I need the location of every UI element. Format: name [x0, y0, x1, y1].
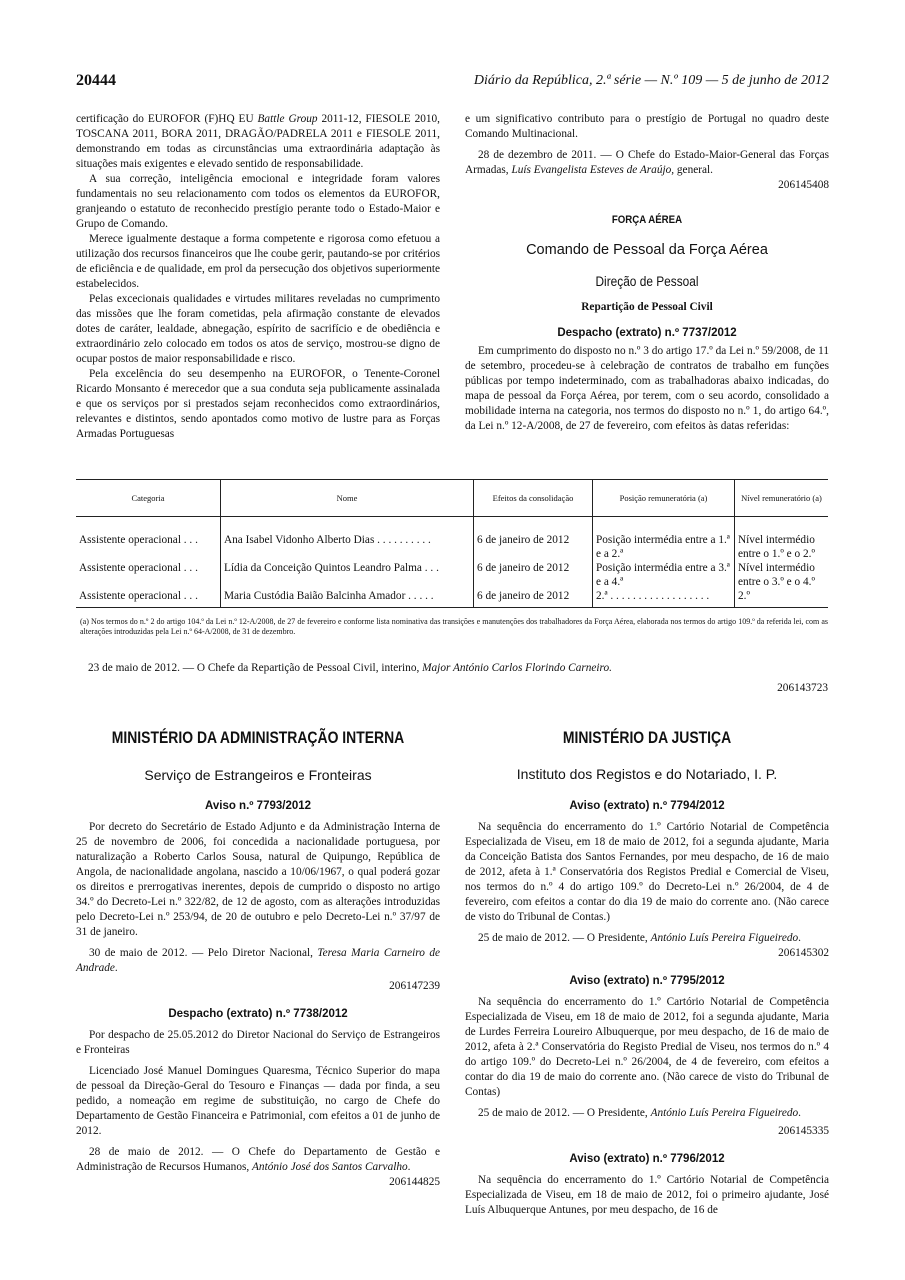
signature-line: 28 de dezembro de 2011. — O Chefe do Estado-Maior-General das Forças Armadas, Luís Evangelista Esteves de Araújo, general. [465, 149, 829, 176]
paragraph: Por despacho de 25.05.2012 do Diretor Nacional do Serviço de Estrangeiros e Fronteiras [76, 1029, 440, 1056]
paragraph: Licenciado José Manuel Domingues Quaresma, Técnico Superior do mapa de pessoal da Direção-Geral do Tesouro e Finanças — dada por finda, a seu pedido, a nomeação em regime de substituição, no cargo de Chefe do Departamento de Gestão Financeira e Patrimonial, com efeitos a 01 de junho de 2012. [76, 1065, 440, 1137]
reference-number: 206143723 [777, 682, 828, 694]
table-row [76, 517, 828, 562]
cell-posicao: 2.ª . . . . . . . . . . . . . . . . . . [593, 589, 735, 608]
table-row [76, 589, 828, 608]
aviso-title: Aviso (extrato) n.º 7796/2012 [569, 1153, 725, 1165]
bottom-left-column [76, 799, 440, 1190]
ministry-heading-mj: MINISTÉRIO DA JUSTIÇA [562, 728, 732, 747]
column-header: Nível remuneratório (a) [735, 480, 829, 517]
column-header: Categoria [76, 480, 221, 517]
page-number: 20444 [76, 72, 116, 89]
paragraph: Pela excelência do seu desempenho na EUROFOR, o Tenente-Coronel Ricardo Monsanto é merecedor que a sua conduta seja publicamente assinalada e que os serviços por si prestados sejam reconhecidos como extraordinários, relevantes e distintos, sendo apontados como motivo de lustre para as Forças Armadas Portuguesas [76, 368, 440, 440]
paragraph: Pelas excecionais qualidades e virtudes militares reveladas no cumprimento das missões que lhe foram cometidas, pela afirmação constante de elevados dotes de caráter, lealdade, abnegação, espírito de sacrifício e de obediência e extraordinário zelo colocado em todos os atos de serviço, mostrou-se digno de ocupar postos de maior responsabilidade e risco. [76, 293, 440, 365]
cell-efeitos: 6 de janeiro de 2012 [474, 561, 593, 589]
cell-posicao: Posição intermédia entre a 3.ª e a 4.ª [593, 561, 735, 589]
cell-nivel: Nível intermédio entre o 3.º e o 4.º [735, 561, 829, 589]
reference-number: 206147239 [389, 980, 440, 992]
aviso-title: Aviso (extrato) n.º 7794/2012 [569, 800, 725, 812]
reference-number: 206144825 [389, 1176, 440, 1188]
paragraph: Na sequência do encerramento do 1.º Cartório Notarial de Competência Especializada de Viseu, em 18 de maio de 2012, foi a segunda ajudante, Maria de Lurdes Ferreira Loureiro Albuquerque, por meu despacho, de 16 de maio de 2012, afeta à 2.ª Conservatória do Registo Predial de Viseu, nos termos do n.º 4 do artigo 109.º do Decreto-Lei n.º 26/2004, de 4 de fevereiro, com efeitos a contar do dia 19 de maio do corrente ano. (Não carece de visto do Tribunal de Contas) [465, 996, 829, 1098]
service-heading-irn: Instituto dos Registos e do Notariado, I. P. [516, 766, 778, 782]
reference-number: 206145335 [778, 1125, 829, 1137]
paragraph: Por decreto do Secretário de Estado Adjunto e da Administração Interna de 25 de novembro de 2006, foi concedida a nacionalidade portuguesa, por naturalização a Roberto Carlos Sousa, natural de Quipungo, República de Angola, de nacionalidade angolana, nascido a 10/06/1967, o qual poderá gozar os direitos e prerrogativas inerentes, depois de cumprido o disposto no artigo 34.º do Decreto-Lei n.º 322/82, de 12 de agosto, com as alterações introduzidas pelo Decreto-Lei n.º 253/94, de 20 de outubro e pelo Decreto-Lei n.º 37/97 de 31 de janeiro. [76, 821, 440, 938]
column-header: Nome [221, 480, 474, 517]
cell-efeitos: 6 de janeiro de 2012 [474, 517, 593, 562]
aviso-title: Aviso (extrato) n.º 7795/2012 [569, 975, 725, 987]
force-heading: FORÇA AÉREA [611, 214, 683, 226]
cell-posicao: Posição intermédia entre a 1.ª e a 2.ª [593, 517, 735, 562]
paragraph: Merece igualmente destaque a forma competente e rigorosa como efetuou a utilização dos recursos financeiros que lhe coube gerir, pautando-se por critérios de eficiência e de qualidade, em prol da persecução dos objetivos superiormente estabelecidos. [76, 233, 440, 290]
cell-nivel: Nível intermédio entre o 1.º e o 2.º [735, 517, 829, 562]
signature-line: 25 de maio de 2012. — O Presidente, António Luís Pereira Figueiredo. [478, 932, 801, 944]
bottom-right-column [465, 799, 829, 1218]
paragraph: e um significativo contributo para o prestígio de Portugal no quadro deste Comando Multinacional. [465, 113, 829, 140]
cell-nome: Maria Custódia Baião Balcinha Amador . . . . . [221, 589, 474, 608]
running-head: Diário da República, 2.ª série — N.º 109 — 5 de junho de 2012 [473, 73, 829, 88]
paragraph: Em cumprimento do disposto no n.º 3 do artigo 17.º da Lei n.º 59/2008, de 11 de setembro, procedeu-se à celebração de contratos de trabalho em funções públicas por tempo indeterminado, com as trabalhadoras abaixo indicadas, do mapa de pessoal da Força Aérea, por terem, com o seu acordo, consolidado a mobilidade interna na categoria, nos termos do disposto no n.º 1, do artigo 64.º, da Lei n.º 12-A/2008, de 27 de fevereiro, com efeitos às datas referidas: [465, 345, 829, 432]
despacho-title: Despacho (extrato) n.º 7737/2012 [557, 327, 737, 339]
column-header: Posição remuneratória (a) [593, 480, 735, 517]
cell-nivel: 2.º [735, 589, 829, 608]
section-heading: Repartição de Pessoal Civil [581, 301, 713, 313]
column-header: Efeitos da consolidação [474, 480, 593, 517]
service-heading-sef: Serviço de Estrangeiros e Fronteiras [144, 767, 372, 783]
paragraph: certificação do EUROFOR (F)HQ EU Battle Group 2011-12, FIESOLE 2010, TOSCANA 2011, BORA 2011, DRAGÃO/PADRELA 2011 e FIESOLE 2011, demonstrando em todas as circunstâncias uma extraordinária adaptação às situações mais exigentes e elevado sentido de responsabilidade. [76, 113, 440, 170]
cell-categoria: Assistente operacional . . . [79, 534, 198, 546]
top-right-column [465, 112, 829, 434]
table-row [76, 561, 828, 589]
reference-number: 206145302 [778, 947, 829, 959]
table-note: (a) Nos termos do n.º 2 do artigo 104.º da Lei n.º 12-A/2008, de 27 de fevereiro e conforme lista nominativa das transições e manutenções dos trabalhadores da Força Aérea, elaborada nos termos do artigo 109.º da referida lei, com as alterações introduzidas pela Lei n.º 64-A/2008, de 31 de dezembro. [80, 617, 828, 636]
aviso-title: Aviso n.º 7793/2012 [204, 800, 312, 812]
command-heading: Comando de Pessoal da Força Aérea [526, 242, 768, 258]
cell-nome: Ana Isabel Vidonho Alberto Dias . . . . . . . . . . [221, 517, 474, 562]
reference-number: 206145408 [778, 179, 829, 191]
direction-heading: Direção de Pessoal [595, 274, 699, 289]
paragraph: A sua correção, inteligência emocional e integridade foram valores fundamentais no seu relacionamento com todos os elementos da EUROFOR, granjeando o estatuto de reconhecido prestígio perante todo o Estado-Maior e Grupo de Comando. [76, 173, 440, 230]
cell-efeitos: 6 de janeiro de 2012 [474, 589, 593, 608]
cell-categoria: Assistente operacional . . . [79, 562, 198, 574]
table-header-row [76, 480, 828, 517]
top-left-column [76, 112, 440, 442]
despacho-title: Despacho (extrato) n.º 7738/2012 [168, 1008, 348, 1020]
signature-line: 28 de maio de 2012. — O Chefe do Departamento de Gestão e Administração de Recursos Humanos, António José dos Santos Carvalho. [76, 1146, 440, 1173]
paragraph: Na sequência do encerramento do 1.º Cartório Notarial de Competência Especializada de Viseu, em 18 de maio de 2012, foi o primeiro ajudante, José Luís Albuquerque Antunes, por meu despacho, de 16 de [465, 1174, 829, 1216]
cell-categoria: Assistente operacional . . . [76, 589, 221, 608]
closing-signature: 23 de maio de 2012. — O Chefe da Repartição de Pessoal Civil, interino, Major António Carlos Florindo Carneiro. [88, 662, 612, 674]
paragraph: Na sequência do encerramento do 1.º Cartório Notarial de Competência Especializada de Viseu, em 18 de maio de 2012, foi a segunda ajudante, Maria da Conceição Batista dos Santos Fernandes, por meu despacho, de 16 de maio de 2012, afeta à 1.ª Conservatória dos Registos Predial e Comercial de Viseu, nos termos do n.º 4 do artigo 109.º do Decreto-Lei n.º 26/2004, de 4 de fevereiro, com efeitos a contar do dia 19 de maio do corrente ano. (Não carece de visto do Tribunal de Contas.) [465, 821, 829, 923]
cell-nome: Lídia da Conceição Quintos Leandro Palma . . . [221, 561, 474, 589]
signature-line: 25 de maio de 2012. — O Presidente, António Luís Pereira Figueiredo. [478, 1107, 801, 1119]
staff-table [76, 479, 828, 608]
ministry-heading-mai: MINISTÉRIO DA ADMINISTRAÇÃO INTERNA [111, 728, 405, 747]
signature-line: 30 de maio de 2012. — Pelo Diretor Nacional, Teresa Maria Carneiro de Andrade. [76, 947, 440, 974]
